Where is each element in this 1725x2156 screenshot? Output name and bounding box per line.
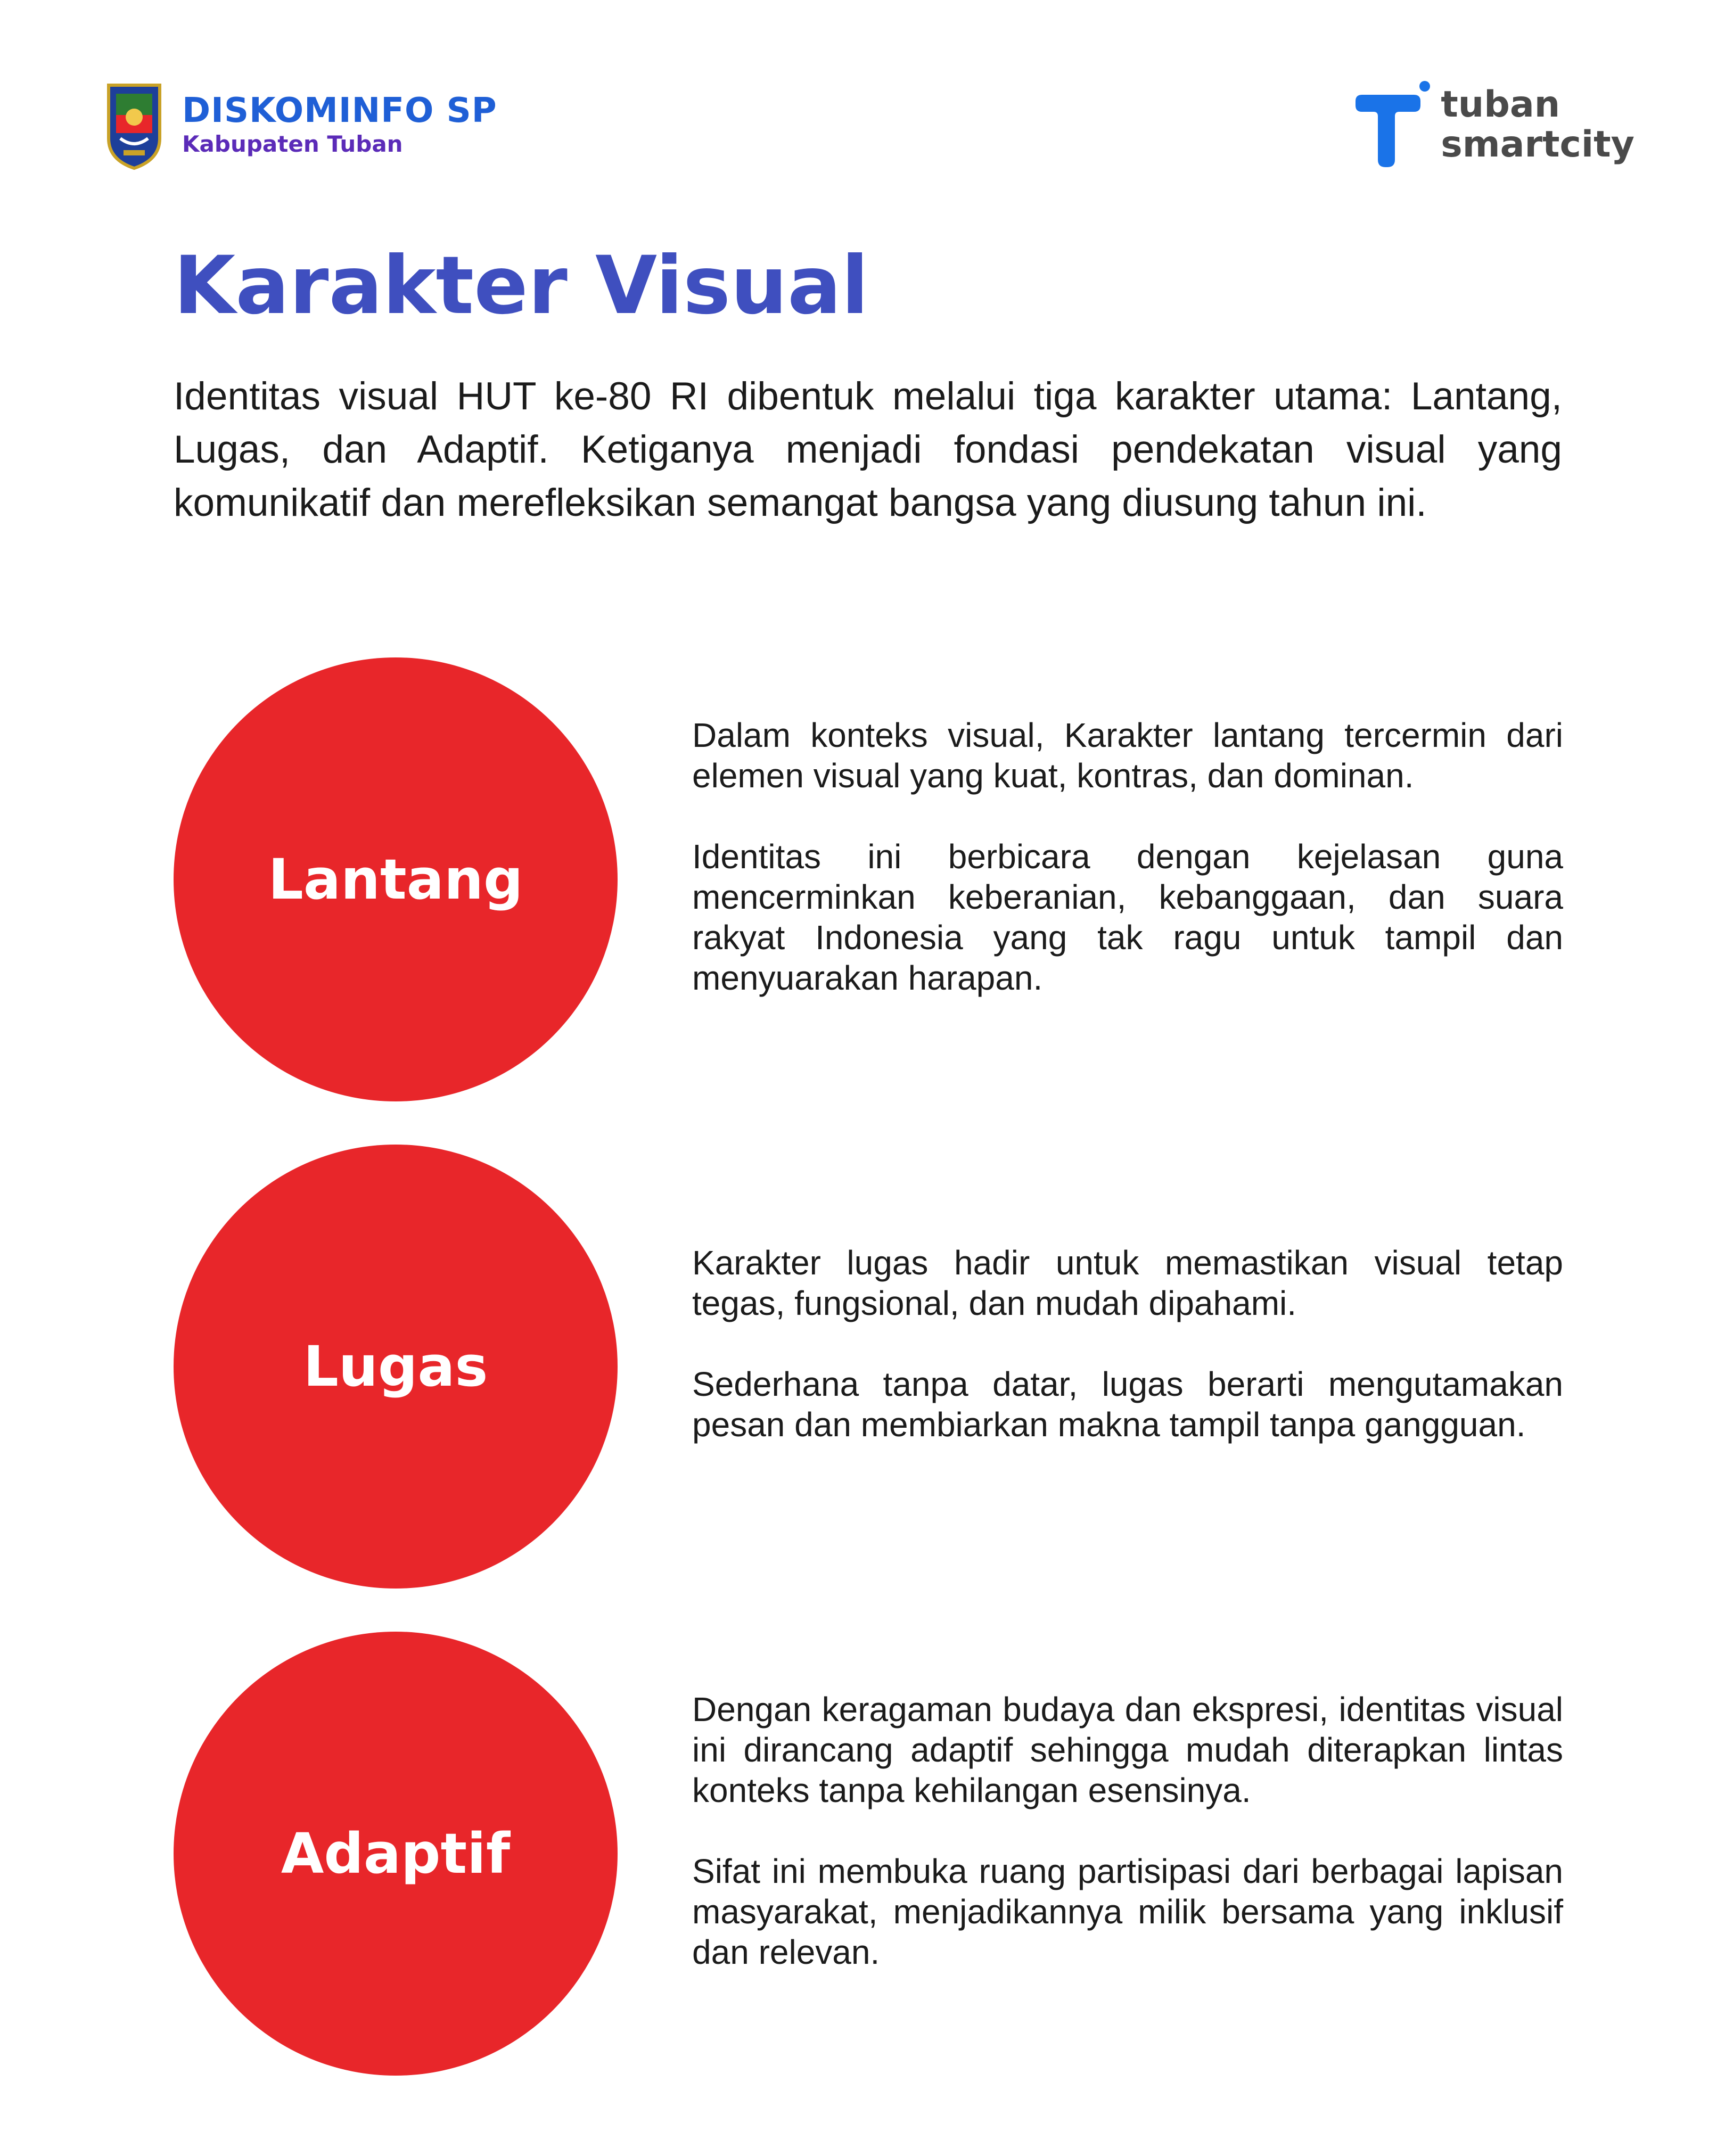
brand-line-1: tuban [1441, 84, 1560, 126]
character-circle [174, 1632, 618, 2076]
diskominfo-logo [104, 80, 497, 170]
character-row-lugas [174, 1145, 1563, 1592]
description-paragraph: Sifat ini membuka ruang partisipasi dari berbagai lapisan masyarakat, menjadikannya milik bersama yang inklusif dan relevan. [692, 1852, 1563, 1971]
tuban-smartcity-t-icon [1350, 80, 1430, 170]
character-description [692, 1689, 1563, 1972]
intro-paragraph: Identitas visual HUT ke-80 RI dibentuk melalui tiga karakter utama: Lantang, Lugas, dan Adaptif. Ketiganya menjadi fondasi pendekatan visual yang komunikatif dan merefleksikan semangat bangsa yang diusung tahun ini. [174, 375, 1562, 524]
page-title: Karakter Visual [174, 240, 869, 332]
description-paragraph: Karakter lugas hadir untuk memastikan visual tetap tegas, fungsional, dan mudah dipahami. [692, 1244, 1563, 1322]
character-description [692, 715, 1563, 998]
character-circle [174, 657, 618, 1101]
character-label: Lantang [268, 847, 523, 912]
description-paragraph: Sederhana tanpa datar, lugas berarti mengutamakan pesan dan membiarkan makna tampil tanpa gangguan. [692, 1365, 1563, 1444]
org-subtitle: Kabupaten Tuban [182, 131, 403, 158]
character-row-lantang [174, 657, 1563, 1105]
org-name: DISKOMINFO SP [182, 90, 497, 130]
brand-line-2: smartcity [1441, 124, 1634, 166]
description-paragraph: Dalam konteks visual, Karakter lantang tercermin dari elemen visual yang kuat, kontras, dan dominan. [692, 716, 1563, 795]
tuban-smartcity-logo [1350, 80, 1634, 170]
tuban-regency-crest-icon [104, 80, 164, 170]
description-paragraph: Identitas ini berbicara dengan kejelasan guna mencerminkan keberanian, kebanggaan, dan suara rakyat Indonesia yang tak ragu untuk tampil dan menyuarakan harapan. [692, 837, 1563, 997]
character-label: Adaptif [281, 1821, 511, 1886]
description-paragraph: Dengan keragaman budaya dan ekspresi, identitas visual ini dirancang adaptif sehingga mudah diterapkan lintas konteks tanpa kehilangan esensinya. [692, 1690, 1563, 1809]
character-label: Lugas [303, 1334, 488, 1399]
character-row-adaptif [174, 1632, 1563, 2079]
character-circle [174, 1145, 618, 1589]
character-description [692, 1242, 1563, 1445]
